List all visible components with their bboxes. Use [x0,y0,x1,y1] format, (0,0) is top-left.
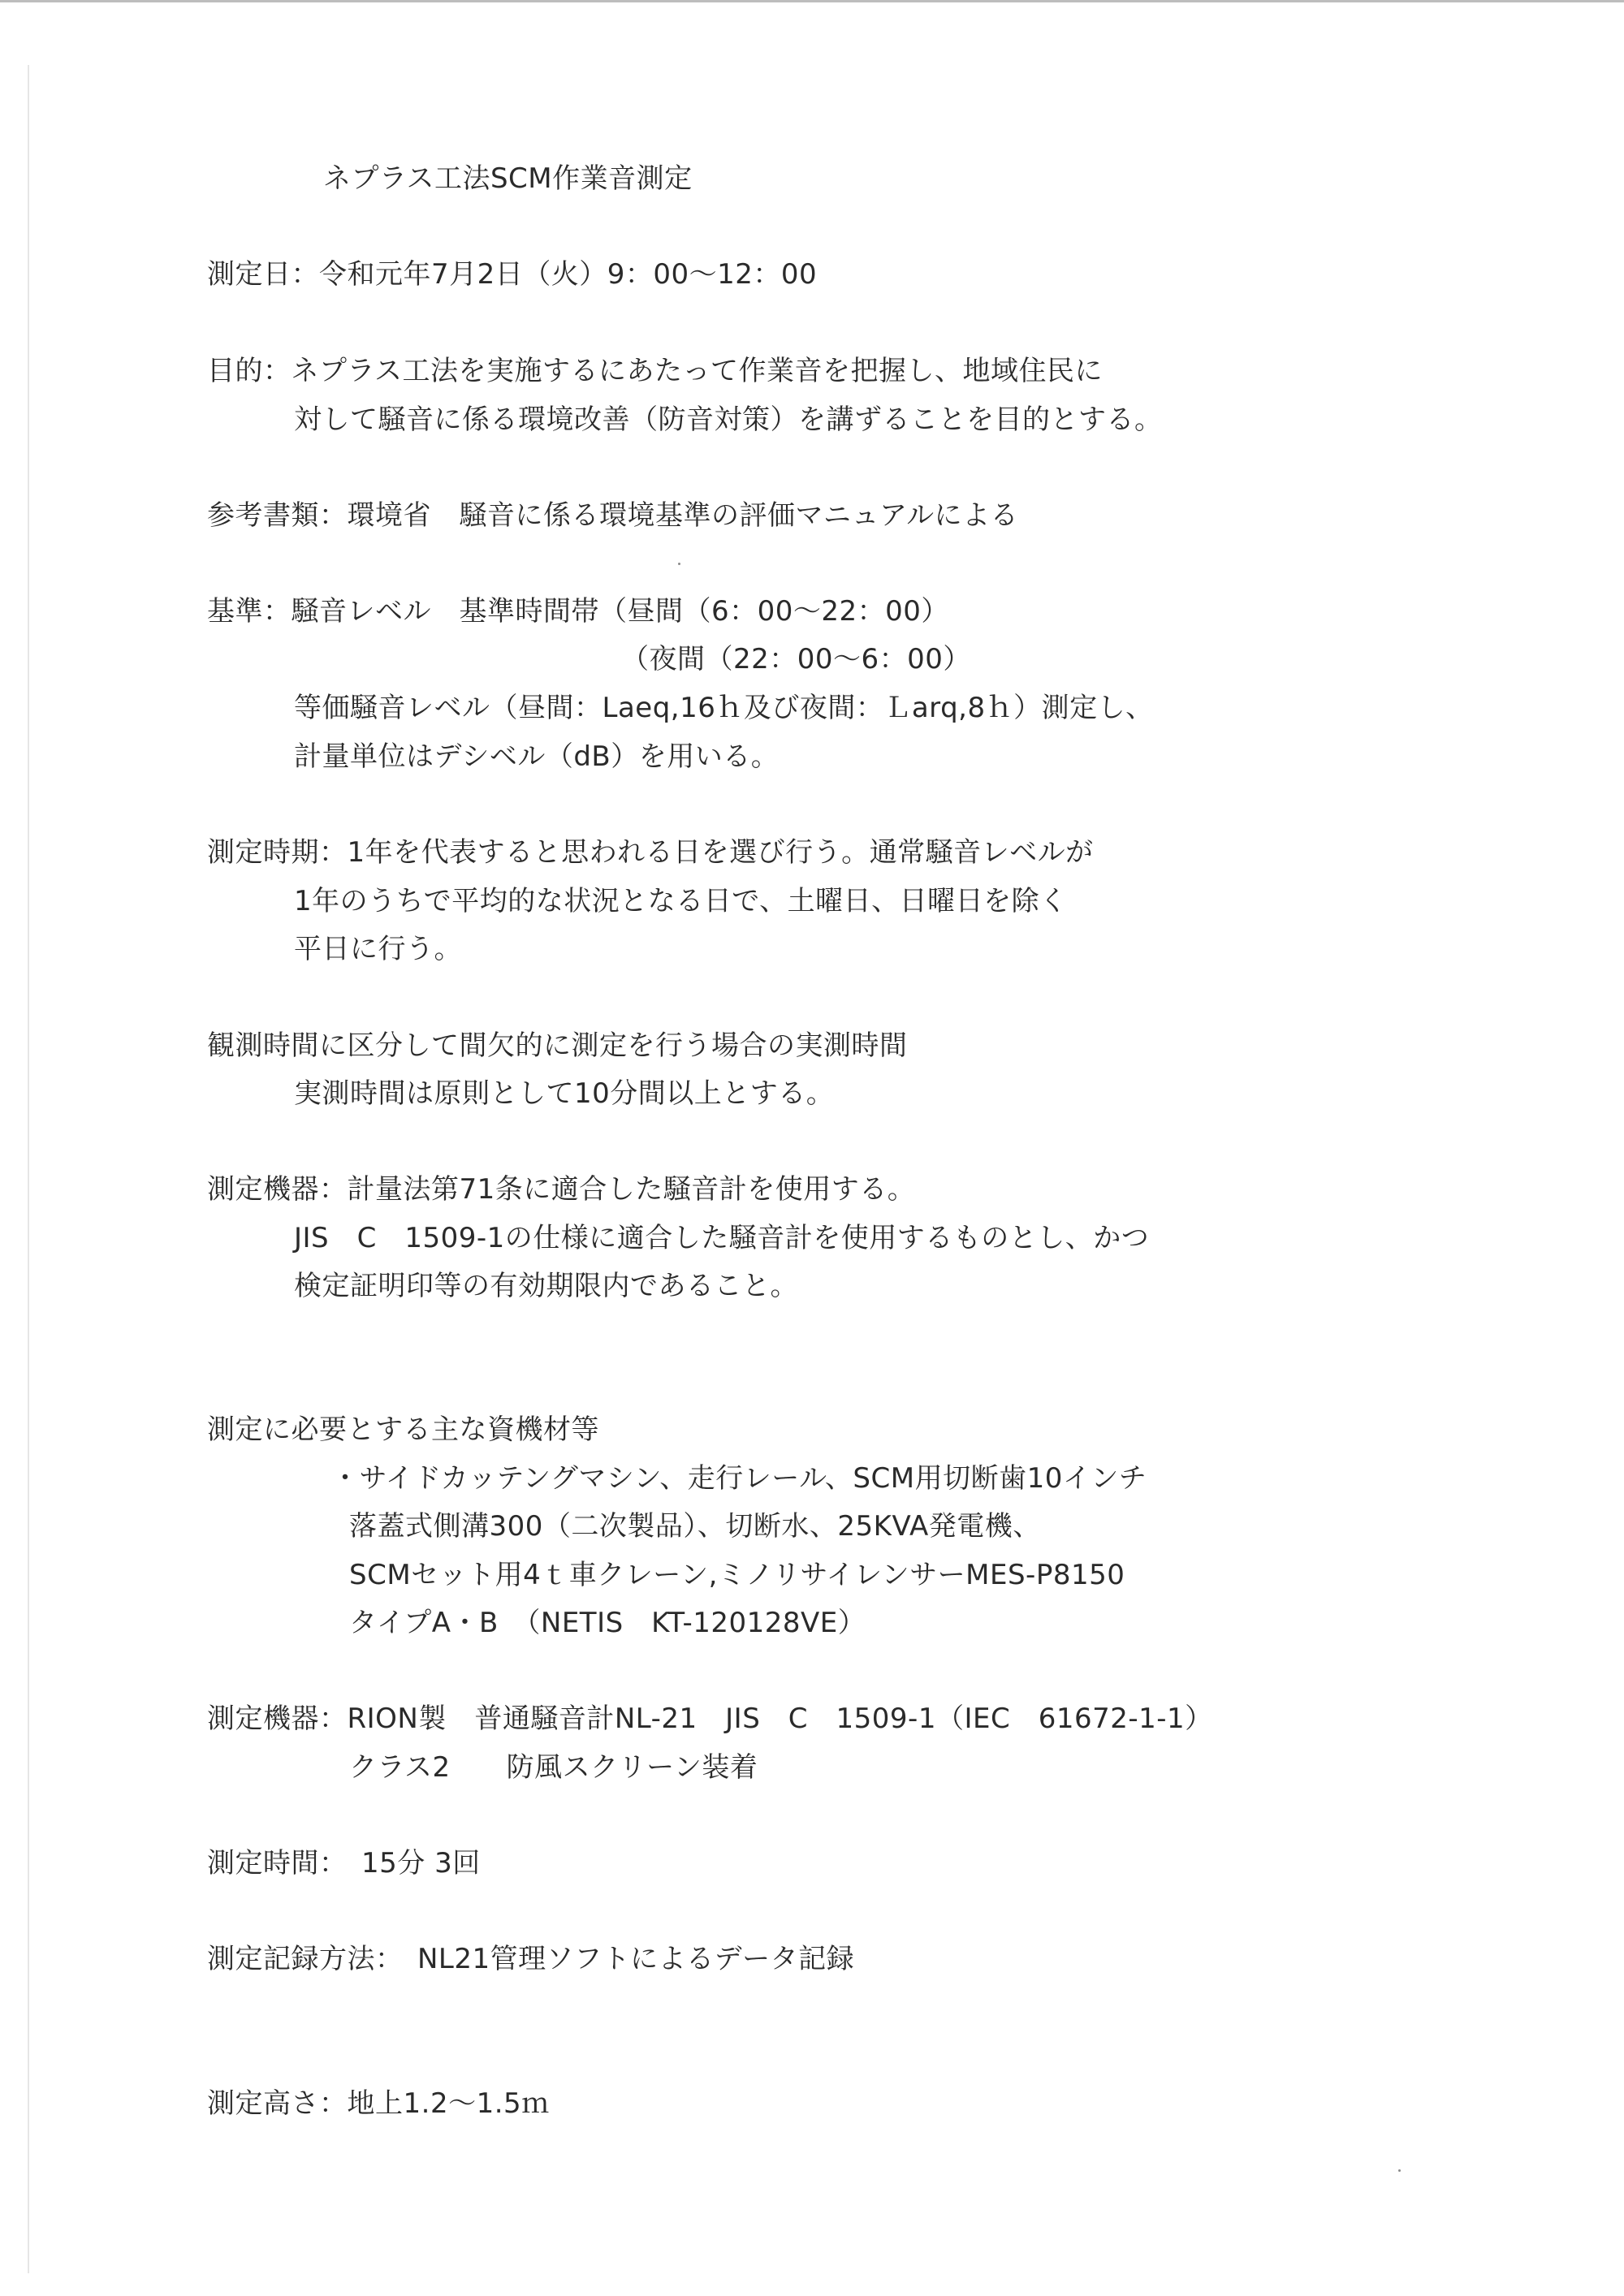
reference-documents: 参考書類：環境省 騒音に係る環境基準の評価マニュアルによる [207,499,1019,532]
equipment-used-line-2: クラス2 防風スクリーン装着 [349,1751,758,1784]
materials-heading: 測定に必要とする主な資機材等 [207,1413,599,1446]
standard-line-3: 等価騒音レベル（昼間：Laeq,16ｈ及び夜間：Ｌarq,8ｈ）測定し、 [294,692,1154,724]
equipment-requirement-line-2: JIS C 1509-1の仕様に適合した騒音計を使用するものとし、かつ [294,1222,1150,1254]
standard-line-2: （夜間（22：00～6：00） [621,643,971,675]
standard-line-1: 基準：騒音レベル 基準時間帯（昼間（6：00～22：00） [207,595,949,628]
interval-line-1: 観測時間に区分して間欠的に測定を行う場合の実測時間 [207,1029,908,1062]
interval-line-2: 実測時間は原則として10分間以上とする。 [294,1077,835,1110]
materials-line-2: 落蓋式側溝300（二次製品）、切断水、25KVA発電機、 [349,1510,1041,1543]
period-line-2: 1年のうちで平均的な状況となる日で、土曜日、日曜日を除く [294,885,1068,917]
scan-speck [678,563,680,565]
scan-top-edge [0,0,1624,2]
materials-line-3: SCMセット用4ｔ車クレーン,ミノリサイレンサーMES-P8150 [349,1559,1125,1591]
purpose-line-1: 目的：ネプラス工法を実施するにあたって作業音を把握し、地域住民に [207,355,1103,387]
scan-speck [1398,2169,1401,2172]
scan-left-edge [28,65,29,2273]
purpose-line-2: 対して騒音に係る環境改善（防音対策）を講ずることを目的とする。 [294,404,1163,436]
period-line-3: 平日に行う。 [294,933,462,965]
materials-line-1: ・サイドカッテングマシン、走行レール、SCM用切断歯10インチ [331,1462,1147,1495]
standard-line-4: 計量単位はデシベル（dB）を用いる。 [294,740,780,773]
period-line-1: 測定時期：1年を代表すると思われる日を選び行う。通常騒音レベルが [207,836,1094,869]
measurement-duration: 測定時間： 15分 3回 [207,1847,481,1880]
document-title: ネプラス工法SCM作業音測定 [323,162,693,195]
equipment-requirement-line-3: 検定証明印等の有効期限内であること。 [294,1270,798,1302]
measurement-height: 測定高さ：地上1.2～1.5ｍ [207,2087,550,2120]
recording-method: 測定記録方法： NL21管理ソフトによるデータ記録 [207,1943,855,1975]
materials-line-4: タイプA・B （NETIS KT-120128VE） [349,1607,866,1639]
equipment-requirement-line-1: 測定機器：計量法第71条に適合した騒音計を使用する。 [207,1173,916,1206]
equipment-used-line-1: 測定機器：RION製 普通騒音計NL-21 JIS C 1509-1（IEC 61672-1-1） [207,1703,1213,1735]
measurement-date: 測定日：令和元年7月2日（火）9：00～12：00 [207,258,818,291]
